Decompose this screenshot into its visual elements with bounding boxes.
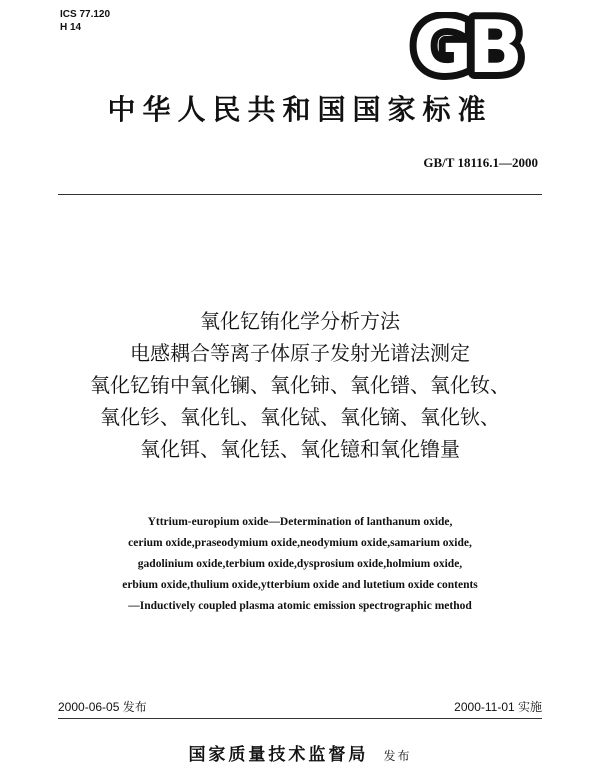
chinese-title-line: 氧化钇铕化学分析方法	[200, 309, 400, 333]
bottom-divider	[58, 718, 542, 719]
publisher-name: 国家质量技术监督局	[188, 745, 369, 765]
chinese-title-line: 电感耦合等离子体原子发射光谱法测定	[130, 341, 470, 365]
classification-codes	[60, 8, 110, 34]
chinese-title-line: 氧化铒、氧化铥、氧化镱和氧化镥量	[140, 437, 460, 461]
publisher-verb: 发布	[383, 749, 412, 763]
national-standard-title: 中华人民共和国国家标准	[107, 93, 493, 126]
top-divider	[58, 194, 542, 195]
english-title	[40, 512, 560, 617]
ccs-code: H 14	[60, 22, 82, 33]
publisher	[0, 740, 600, 765]
issue-date: 2000-06-05 发布	[58, 700, 147, 714]
english-title-line: cerium oxide,praseodymium oxide,neodymium oxide,samarium oxide,	[128, 537, 472, 549]
chinese-title-line: 氧化钇铕中氧化镧、氧化铈、氧化镨、氧化钕、	[90, 373, 510, 397]
gb-logo	[392, 12, 540, 80]
chinese-title	[30, 305, 570, 465]
english-title-line: Yttrium-europium oxide—Determination of lanthanum oxide,	[147, 516, 453, 528]
gb-logo-text: GB	[413, 12, 519, 80]
english-title-line: —Inductively coupled plasma atomic emission spectrographic method	[128, 600, 472, 612]
english-title-line: erbium oxide,thulium oxide,ytterbium oxide and lutetium oxide contents	[122, 579, 478, 591]
chinese-title-line: 氧化钐、氧化钆、氧化铽、氧化镝、氧化钬、	[100, 405, 500, 429]
standard-number: GB/T 18116.1—2000	[423, 155, 538, 170]
ics-code: ICS 77.120	[60, 9, 111, 20]
implementation-date: 2000-11-01 实施	[454, 700, 542, 714]
english-title-line: gadolinium oxide,terbium oxide,dysprosium oxide,holmium oxide,	[137, 558, 463, 570]
